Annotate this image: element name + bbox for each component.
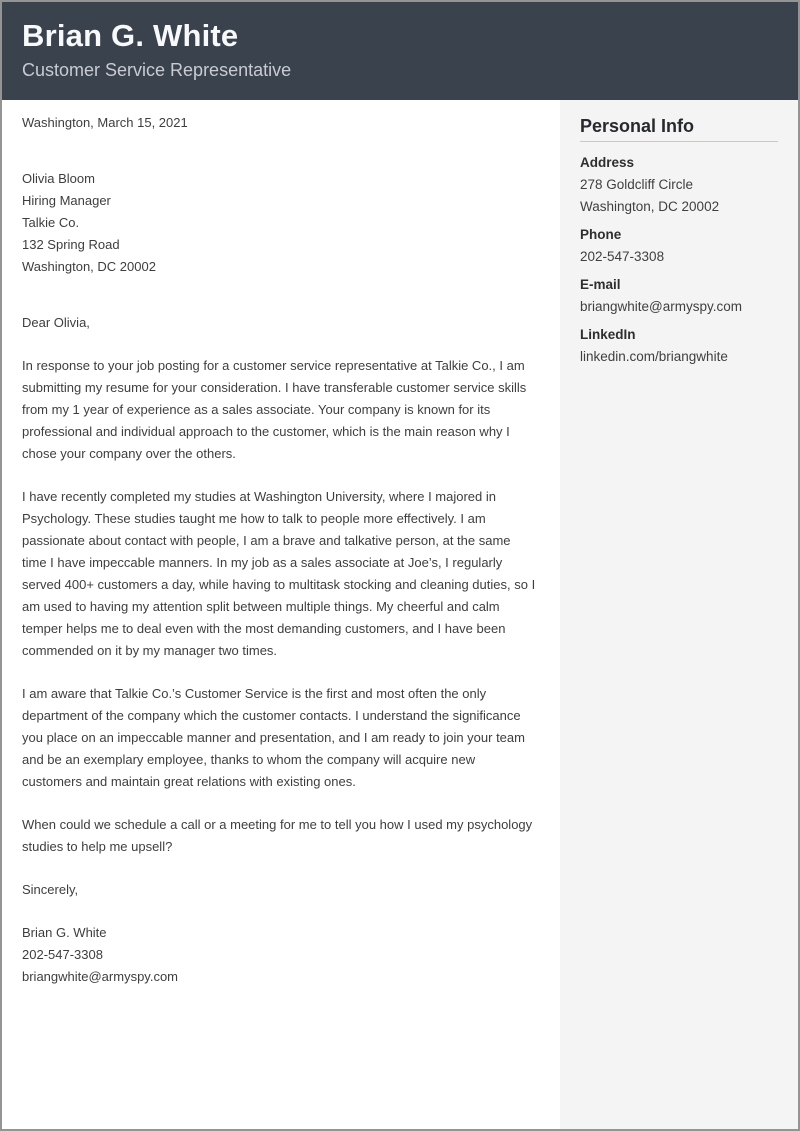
field-linkedin-value: linkedin.com/briangwhite	[580, 349, 728, 364]
field-linkedin-label: LinkedIn	[580, 327, 636, 342]
recipient-role: Hiring Manager	[22, 193, 111, 208]
salutation: Dear Olivia,	[22, 315, 90, 330]
field-phone-value: 202-547-3308	[580, 249, 665, 264]
field-email-label: E-mail	[580, 277, 621, 292]
recipient-company: Talkie Co.	[22, 215, 80, 230]
letter-paragraph-2: I have recently completed my studies at Washington University, where I majored in Psychology. These studies taught me how to talk to people more effectively. I am passionate about contact with people, I am a brave and talkative person, at the same time I have impeccable manners. In my job as a sales associate at Joe’s, I regularly served 400+ customers a day, while having to multitask stocking and cleaning duties, so I am used to having my attention split between multiple things. My cheerful and calm temper helps me to deal even with the most demanding customers, and I have been commended on it by my manager two times.	[22, 489, 536, 658]
signature-block	[22, 922, 536, 988]
candidate-name: Brian G. White	[22, 18, 239, 53]
recipient-name: Olivia Bloom	[22, 171, 95, 186]
field-linkedin	[580, 324, 778, 368]
field-email-value: briangwhite@armyspy.com	[580, 299, 743, 314]
field-phone-label: Phone	[580, 227, 622, 242]
recipient-city: Washington, DC 20002	[22, 259, 156, 274]
field-email	[580, 274, 778, 318]
signature-phone: 202-547-3308	[22, 947, 103, 962]
recipient-block	[22, 168, 536, 278]
recipient-street: 132 Spring Road	[22, 237, 120, 252]
candidate-job-title: Customer Service Representative	[22, 60, 292, 80]
field-address	[580, 152, 778, 218]
letter-paragraph-3: I am aware that Talkie Co.’s Customer Service is the first and most often the only department of the company which the customer contacts. I understand the significance you place on an impeccable manner and presentation, and I am ready to join your team and be an exemplary employee, thanks to whom the company will acquire new customers and maintain great relations with existing ones.	[22, 686, 525, 789]
personal-info-sidebar	[560, 100, 798, 1129]
field-address-value-line1: 278 Goldcliff Circle	[580, 177, 694, 192]
letter-date: Washington, March 15, 2021	[22, 115, 188, 130]
letter-content	[2, 100, 560, 1129]
letter-header	[2, 2, 798, 100]
field-address-label: Address	[580, 155, 635, 170]
field-address-value-line2: Washington, DC 20002	[580, 199, 720, 214]
signature-name: Brian G. White	[22, 925, 107, 940]
sidebar-title: Personal Info	[580, 116, 778, 142]
letter-paragraph-1: In response to your job posting for a customer service representative at Talkie Co., I am submitting my resume for your consideration. I have transferable customer service skills from my 1 year of experience as a sales associate. Your company is known for its professional and individual approach to the customer, which is the main reason why I chose your company over the others.	[22, 358, 527, 461]
field-phone	[580, 224, 778, 268]
closing: Sincerely,	[22, 882, 79, 897]
letter-body-row	[2, 100, 798, 1129]
letter-paragraph-4: When could we schedule a call or a meeting for me to tell you how I used my psychology studies to help me upsell?	[22, 817, 533, 854]
signature-email: briangwhite@armyspy.com	[22, 969, 179, 984]
